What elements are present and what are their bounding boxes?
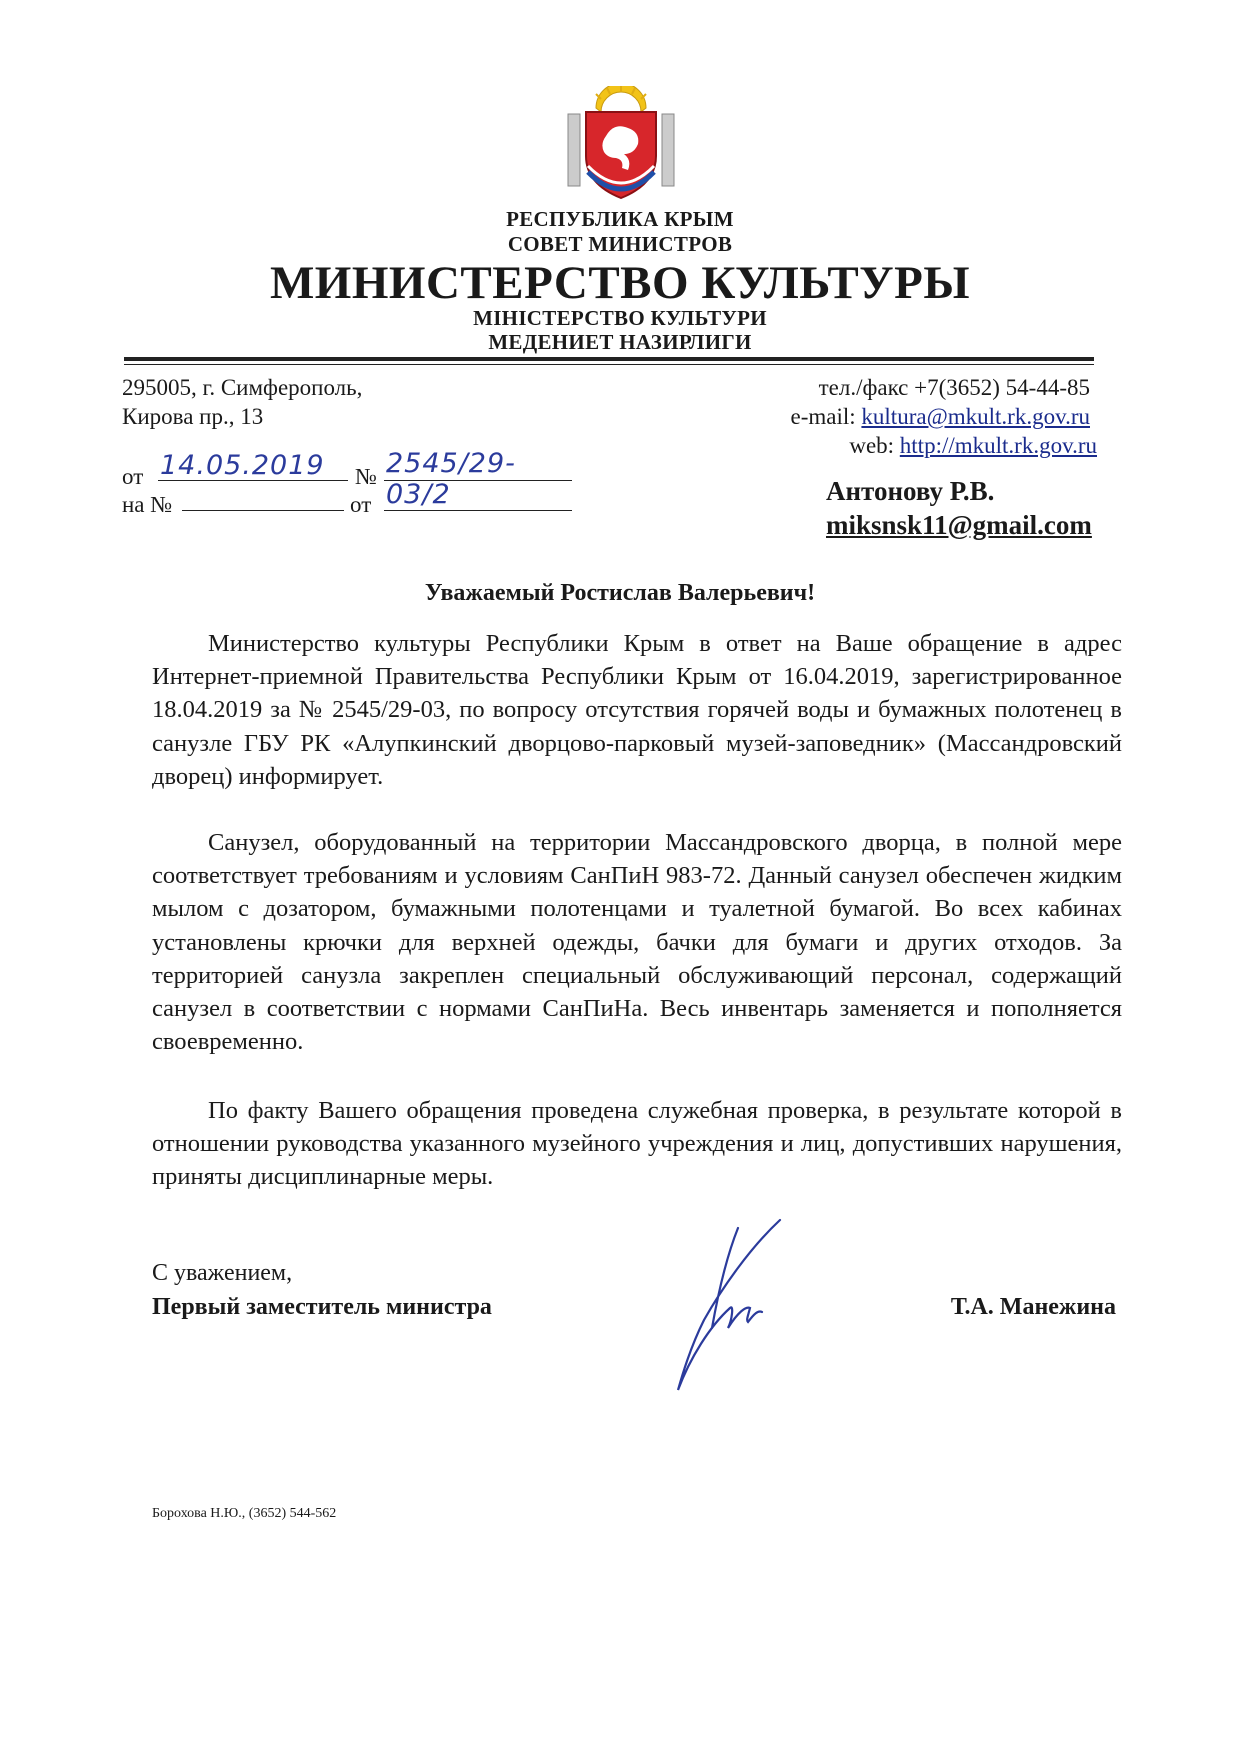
on-date-field <box>384 488 572 511</box>
recipient-email: miksnsk11@gmail.com <box>826 510 1092 540</box>
sun-rays <box>596 86 646 112</box>
email-label: e-mail: <box>790 404 856 429</box>
on-number-label: на № <box>122 492 173 517</box>
handwritten-number: 2545/29-03/2 <box>386 448 516 510</box>
letter-paragraph-2: Санузел, оборудованный на территории Массандровского дворца, в полной мере соответствует требованиям и условиям СанПиН 983-72. Данный санузел обеспечен жидким мылом с дозатором, бумажными полотенцами и туалетной бумагой. Во всех кабинах установлены крючки для верхней одежды, бачки для бумаги и других отходов. За территорией санузла закреплен специальный обслуживающий персонал, содержащий санузел в соответствии с нормами СанПиНа. Весь инвентарь заменяется и пополняется своевременно. <box>152 829 1122 1056</box>
closing-phrase: С уважением, <box>152 1260 293 1286</box>
recipient-name: Антонову Р.В. <box>826 476 995 506</box>
letter-paragraph-3: По факту Вашего обращения проведена служебная проверка, в результате которой в отношении руководства указанного музейного учреждения и лиц, допустивших нарушения, приняты дисциплинарные меры. <box>152 1097 1122 1191</box>
column-right <box>662 114 674 186</box>
on-number-field <box>182 488 344 511</box>
signatory-position: Первый заместитель министра <box>152 1294 492 1320</box>
ministry-title-crh: МЕДЕНИЕТ НАЗИРЛИГИ <box>488 330 752 354</box>
salutation: Уважаемый Ростислав Валерьевич! <box>424 580 816 606</box>
web-row <box>660 431 1097 461</box>
date-field <box>158 450 348 481</box>
address-line-1: 295005, г. Симферополь, <box>122 375 363 400</box>
ministry-title: МИНИСТЕРСТВО КУЛЬТУРЫ <box>269 257 971 309</box>
ministry-email-link[interactable]: kultura@mkult.rk.gov.ru <box>861 404 1090 429</box>
ministry-title-ua: МІНІСТЕРСТВО КУЛЬТУРИ <box>473 306 767 330</box>
on-from-label: от <box>350 492 372 517</box>
number-label: № <box>355 464 377 489</box>
crimea-coat-of-arms-icon <box>558 86 684 206</box>
from-label: от <box>122 464 144 489</box>
email-row <box>660 402 1090 432</box>
handwritten-signature <box>630 1208 810 1398</box>
header-rule-thick <box>124 357 1094 361</box>
handwritten-date: 14.05.2019 <box>160 450 325 481</box>
council-name: СОВЕТ МИНИСТРОВ <box>507 232 733 256</box>
executor-note: Борохова Н.Ю., (3652) 544-562 <box>152 1506 337 1521</box>
address-line-2: Кирова пр., 13 <box>122 404 264 429</box>
header-rule-thin <box>124 364 1094 365</box>
signatory-name: Т.А. Манежина <box>950 1294 1116 1320</box>
number-field <box>384 448 572 510</box>
ministry-website-link[interactable]: http://mkult.rk.gov.ru <box>899 433 1097 458</box>
letter-paragraph-1: Министерство культуры Республики Крым в ответ на Ваше обращение в адрес Интернет-приемной Правительства Республики Крым от 16.04.2019, зарегистрированное 18.04.2019 за № 2545/29-03, по вопросу отсутствия горячей воды и бумажных полотенец в санузле ГБУ РК «Алупкинский дворцово-парковый музей-заповедник» (Массандровский дворец) информирует. <box>152 630 1122 790</box>
web-label: web: <box>849 433 895 458</box>
phone-fax: тел./факс +7(3652) 54-44-85 <box>818 375 1090 400</box>
republic-name: РЕСПУБЛИКА КРЫМ <box>506 207 734 231</box>
column-left <box>568 114 580 186</box>
